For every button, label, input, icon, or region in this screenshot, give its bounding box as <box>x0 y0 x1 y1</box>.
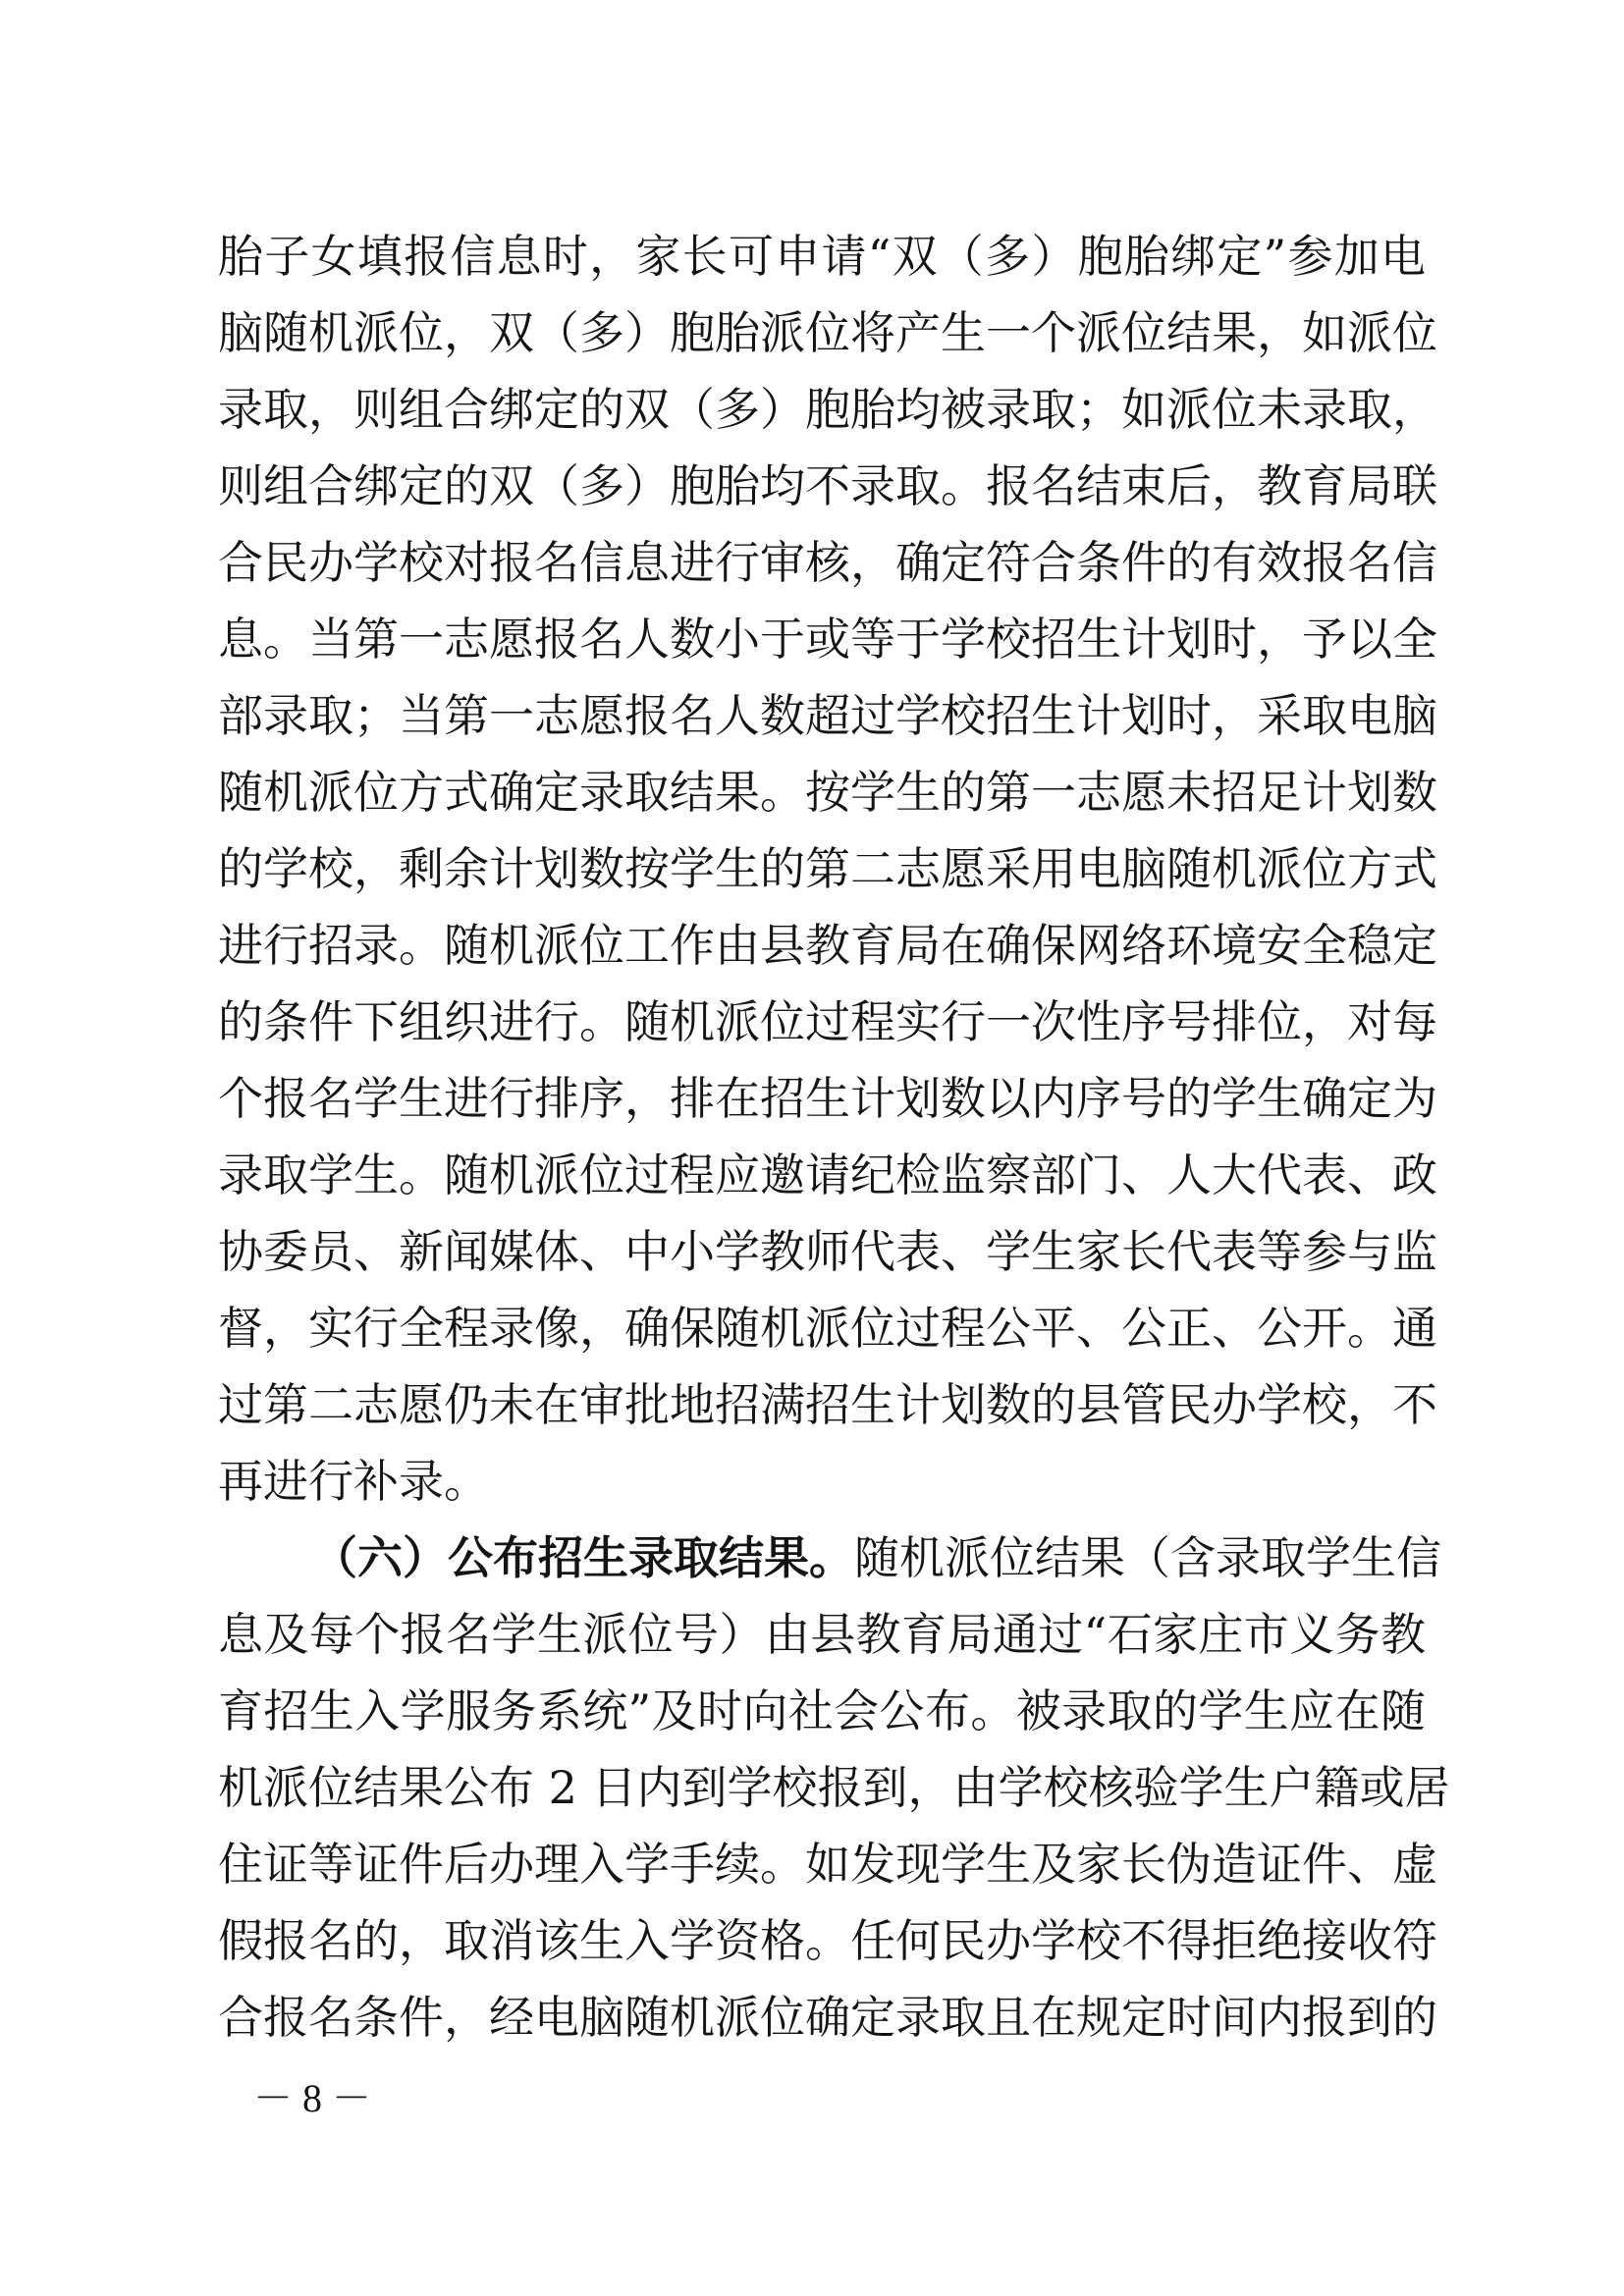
text-line: 协委员、新闻媒体、中小学教师代表、学生家长代表等参与监 <box>218 1225 1437 1278</box>
section-6-heading: （六）公布招生录取结果。 <box>312 1531 854 1584</box>
text-line: 的条件下组织进行。随机派位过程实行一次性序号排位，对每 <box>218 995 1437 1048</box>
text-line: 进行招录。随机派位工作由县教育局在确保网络环境安全稳定 <box>218 919 1437 972</box>
text-line: 随机派位方式确定录取结果。按学生的第一志愿未招足计划数 <box>218 766 1437 819</box>
text-line: 的学校，剩余计划数按学生的第二志愿采用电脑随机派位方式 <box>218 842 1437 895</box>
text-line: 部录取；当第一志愿报名人数超过学校招生计划时，采取电脑 <box>218 689 1437 742</box>
text-line: 机派位结果公布 2 日内到学校报到，由学校核验学生户籍或居 <box>218 1761 1450 1814</box>
text-line: 过第二志愿仍未在审批地招满招生计划数的县管民办学校，不 <box>218 1378 1437 1431</box>
text-line: 合民办学校对报名信息进行审核，确定符合条件的有效报名信 <box>218 536 1437 589</box>
text-line: 育招生入学服务系统”及时向社会公布。被录取的学生应在随 <box>218 1684 1426 1737</box>
paragraph-section-6 <box>218 1520 1450 2056</box>
text-line: 督，实行全程录像，确保随机派位过程公平、公正、公开。通 <box>218 1302 1437 1355</box>
section-6-first-line <box>218 1520 1441 1596</box>
text-line: 录取学生。随机派位过程应邀请纪检监察部门、人大代表、政 <box>218 1148 1437 1201</box>
text-line: 则组合绑定的双（多）胞胎均不录取。报名结束后，教育局联 <box>218 459 1437 512</box>
page-number: － 8 － <box>253 2076 371 2120</box>
section-6-first-line-text: 随机派位结果（含录取学生信 <box>854 1531 1441 1584</box>
text-line: 个报名学生进行排序，排在招生计划数以内序号的学生确定为 <box>218 1072 1437 1125</box>
text-line: 胎子女填报信息时，家长可申请“双（多）胞胎绑定”参加电 <box>218 230 1426 283</box>
text-line: 脑随机派位，双（多）胞胎派位将产生一个派位结果，如派位 <box>218 306 1437 359</box>
text-line: 再进行补录。 <box>218 1455 489 1508</box>
paragraph-admission-process <box>218 218 1437 1520</box>
text-line: 录取，则组合绑定的双（多）胞胎均被录取；如派位未录取， <box>218 383 1437 436</box>
text-line: 假报名的，取消该生入学资格。任何民办学校不得拒绝接收符 <box>218 1914 1437 1967</box>
text-line: 息。当第一志愿报名人数小于或等于学校招生计划时，予以全 <box>218 613 1437 666</box>
text-line: 息及每个报名学生派位号）由县教育局通过“石家庄市义务教 <box>218 1608 1426 1661</box>
text-line: 合报名条件，经电脑随机派位确定录取且在规定时间内报到的 <box>218 1991 1437 2044</box>
body-text <box>218 218 1450 2056</box>
text-line: 住证等证件后办理入学手续。如发现学生及家长伪造证件、虚 <box>218 1838 1437 1891</box>
